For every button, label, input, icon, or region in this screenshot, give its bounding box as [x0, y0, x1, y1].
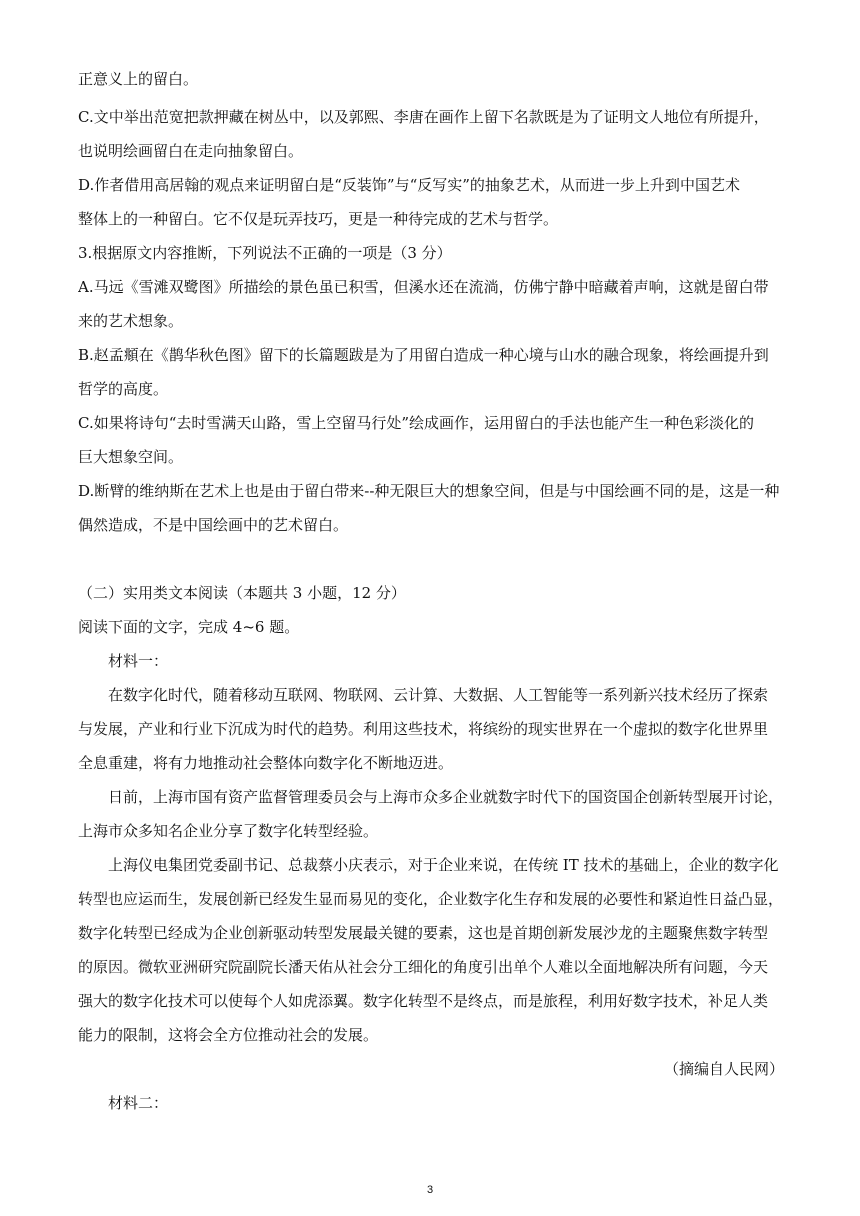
q3-option-b-line-1: B.赵孟頫在《鹊华秋色图》留下的长篇题跋是为了用留白造成一种心境与山水的融合现象，将绘画提升到 [78, 346, 769, 364]
material-1-paragraph-3-line-6: 能力的限制，这将会全方位推动社会的发展。 [78, 1026, 379, 1044]
material-1-paragraph-3-line-3: 数字化转型已经成为企业创新驱动转型发展最关键的要素，这也是首期创新发展沙龙的主题聚焦数字转型 [78, 924, 769, 942]
material-1-paragraph-3-line-4: 的原因。微软亚洲研究院副院长潘天佑从社会分工细化的角度引出单个人难以全面地解决所有问题，今天 [78, 958, 769, 976]
material-1-paragraph-1-line-2: 与发展，产业和行业下沉成为时代的趋势。利用这些技术，将缤纷的现实世界在一个虚拟的数字化世界里 [78, 720, 769, 738]
material-1-paragraph-3-line-5: 强大的数字化技术可以使每个人如虎添翼。数字化转型不是终点，而是旅程，利用好数字技术，补足人类 [78, 992, 769, 1010]
q3-option-b-line-2: 哲学的高度。 [78, 380, 169, 398]
material-1-label: 材料一： [108, 652, 169, 670]
q3-option-a-line-1: A.马远《雪滩双鹭图》所描绘的景色虽已积雪，但溪水还在流淌，仿佛宁静中暗藏着声响，这就是留白带 [78, 278, 769, 296]
material-1-paragraph-1-line-1: 在数字化时代，随着移动互联网、物联网、云计算、大数据、人工智能等一系列新兴技术经历了探索 [108, 686, 769, 704]
material-1-paragraph-3-line-2: 转型也应运而生，发展创新已经发生显而易见的变化，企业数字化生存和发展的必要性和紧迫性日益凸显， [78, 890, 784, 908]
material-1-paragraph-3-line-1: 上海仪电集团党委副书记、总裁蔡小庆表示，对于企业来说，在传统 IT 技术的基础上，企业的数字化 [108, 856, 779, 874]
q2-option-d-line-2: 整体上的一种留白。它不仅是玩弄技巧，更是一种待完成的艺术与哲学。 [78, 210, 559, 228]
section-instruction: 阅读下面的文字，完成 4~6 题。 [78, 618, 300, 636]
q3-option-c-line-1: C.如果将诗句“去时雪满天山路，雪上空留马行处”绘成画作，运用留白的手法也能产生一种色彩淡化的 [78, 414, 755, 432]
q2-tail-line: 正意义上的留白。 [78, 70, 199, 88]
page-number: 3 [426, 1184, 434, 1196]
material-1-paragraph-1-line-3: 全息重建，将有力地推动社会整体向数字化不断地迈进。 [78, 754, 454, 772]
q3-option-d-line-1: D.断臂的维纳斯在艺术上也是由于留白带来--种无限巨大的想象空间，但是与中国绘画不同的是，这是一种 [78, 482, 780, 500]
source-citation: （摘编自人民网） [663, 1060, 784, 1078]
q2-option-c-line-2: 也说明绘画留白在走向抽象留白。 [78, 142, 304, 160]
q3-option-d-line-2: 偶然造成，不是中国绘画中的艺术留白。 [78, 516, 349, 534]
material-2-label: 材料二： [108, 1094, 169, 1112]
q3-stem: 3.根据原文内容推断，下列说法不正确的一项是（3 分） [78, 244, 452, 262]
q2-option-d-line-1: D.作者借用高居翰的观点来证明留白是“反装饰”与“反写实”的抽象艺术，从而进一步上升到中国艺术 [78, 176, 740, 194]
q2-option-c-line-1: C.文中举出范宽把款押藏在树丛中，以及郭熙、李唐在画作上留下名款既是为了证明文人地位有所提升， [78, 108, 769, 126]
material-1-paragraph-2-line-1: 日前，上海市国有资产监督管理委员会与上海市众多企业就数字时代下的国资国企创新转型展开讨论， [108, 788, 784, 806]
section-heading: （二）实用类文本阅读（本题共 3 小题，12 分） [78, 584, 406, 602]
q3-option-a-line-2: 来的艺术想象。 [78, 312, 184, 330]
q3-option-c-line-2: 巨大想象空间。 [78, 448, 184, 466]
material-1-paragraph-2-line-2: 上海市众多知名企业分享了数字化转型经验。 [78, 822, 379, 840]
